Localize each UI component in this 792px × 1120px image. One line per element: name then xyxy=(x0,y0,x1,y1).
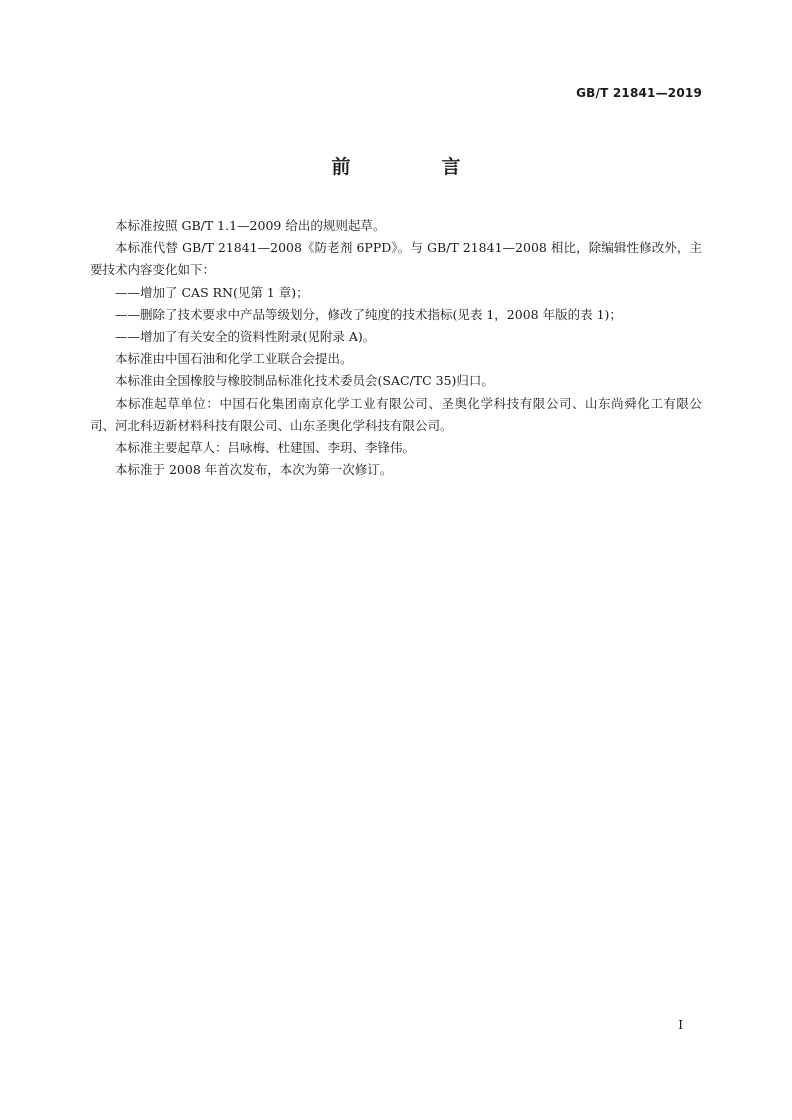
document-code: GB/T 21841—2019 xyxy=(576,86,702,100)
change-item-grade: ——删除了技术要求中产品等级划分，修改了纯度的技术指标(见表 1，2008 年版的表 1)； xyxy=(115,306,622,322)
paragraph-drafters: 本标准主要起草人：吕咏梅、杜建国、李玥、李锋伟。 xyxy=(115,440,416,456)
page-number: I xyxy=(678,1018,683,1032)
page-title: 前 言 xyxy=(331,156,497,178)
paragraph-drafting-rule: 本标准按照 GB/T 1.1—2009 给出的规则起草。 xyxy=(115,218,386,233)
paragraph-proposer: 本标准由中国石油和化学工业联合会提出。 xyxy=(115,351,353,367)
paragraph-history: 本标准于 2008 年首次发布，本次为第一次修订。 xyxy=(115,462,393,478)
document-body xyxy=(90,215,702,481)
paragraph-drafting-units: 本标准起草单位：中国石化集团南京化学工业有限公司、圣奥化学科技有限公司、山东尚舜化工有限公司、河北科迈新材料科技有限公司、山东圣奥化学科技有限公司。 xyxy=(90,395,702,433)
paragraph-committee: 本标准由全国橡胶与橡胶制品标准化技术委员会(SAC/TC 35)归口。 xyxy=(115,373,494,389)
change-item-annex: ——增加了有关安全的资料性附录(见附录 A)。 xyxy=(115,329,376,345)
change-item-cas: ——增加了 CAS RN(见第 1 章)； xyxy=(115,284,309,300)
paragraph-replacement: 本标准代替 GB/T 21841—2008《防老剂 6PPD》。与 GB/T 21841—2008 相比，除编辑性修改外，主要技术内容变化如下： xyxy=(90,240,702,278)
